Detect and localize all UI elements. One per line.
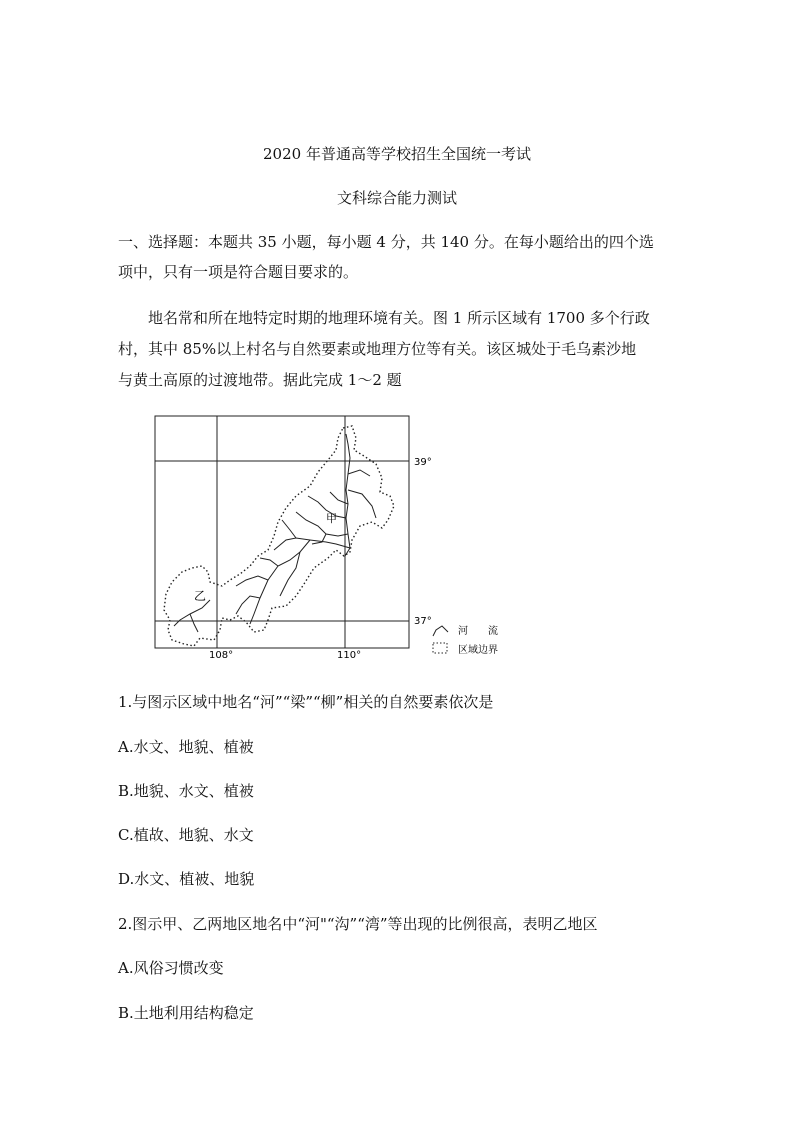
map-frame xyxy=(155,416,409,648)
question-2-option-b: B.土地利用结构稳定 xyxy=(118,1004,254,1022)
legend-river-label: 河 流 xyxy=(458,626,498,637)
legend-river-symbol xyxy=(433,626,448,636)
place-label-jia: 甲 xyxy=(326,512,337,525)
latitude-label-39: 39° xyxy=(414,457,432,468)
longitude-label-108: 108° xyxy=(209,650,234,661)
exam-subtitle: 文科综合能力测试 xyxy=(336,189,457,207)
legend-boundary-label: 区域边界 xyxy=(458,645,498,656)
section-heading-line1: 一、选择题：本题共 35 小题，每小题 4 分，共 140 分。在每小题给出的四个选 xyxy=(118,233,654,251)
latitude-label-37: 37° xyxy=(414,616,432,627)
place-label-yi: 乙 xyxy=(194,589,207,603)
region-boundary xyxy=(164,426,394,646)
longitude-label-110: 110° xyxy=(337,650,362,661)
question-1-stem: 1.与图示区域中地名“河”“梁”“柳”相关的自然要素依次是 xyxy=(118,693,494,711)
question-1-option-a: A.水文、地貌、植被 xyxy=(118,738,254,756)
figure-1-map xyxy=(150,410,520,665)
section-heading-line2: 项中，只有一项是符合题目要求的。 xyxy=(118,263,359,281)
passage-line2: 村，其中 85%以上村名与自然要素或地理方位等有关。该区城处于毛乌素沙地 xyxy=(118,340,637,358)
question-2-stem: 2.图示甲、乙两地区地名中“河"“沟”“湾”等出现的比例很高，表明乙地区 xyxy=(118,915,598,933)
passage-line1: 地名常和所在地特定时期的地理环境有关。图 1 所示区域有 1700 多个行政 xyxy=(148,309,650,327)
legend-boundary-symbol xyxy=(433,643,447,653)
question-1-option-c: C.植故、地貌、水文 xyxy=(118,826,254,844)
passage-line3: 与黄土高原的过渡地带。据此完成 1～2 题 xyxy=(118,371,402,389)
exam-title: 2020 年普通高等学校招生全国统一考试 xyxy=(263,145,531,163)
question-1-option-d: D.水文、植被、地貌 xyxy=(118,870,255,888)
question-1-option-b: B.地貌、水文、植被 xyxy=(118,782,254,800)
question-2-option-a: A.风俗习惯改变 xyxy=(118,959,224,977)
